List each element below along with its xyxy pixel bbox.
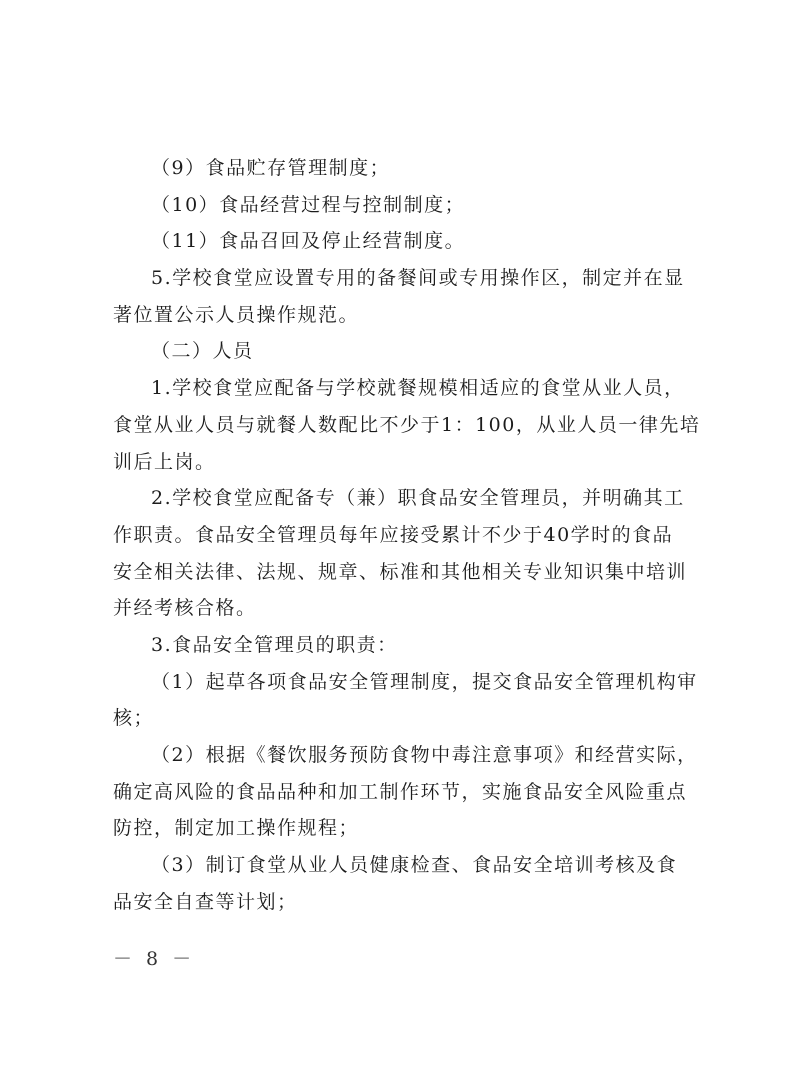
text-line: （11）食品召回及停止经营制度。 xyxy=(151,230,466,253)
text-line: 作职责。食品安全管理员每年应接受累计不少于40学时的食品 xyxy=(113,523,674,546)
text-line: （1）起草各项食品安全管理制度，提交食品安全管理机构审 xyxy=(151,670,698,693)
text-line: 安全相关法律、法规、规章、标准和其他相关专业知识集中培训 xyxy=(113,560,688,583)
text-line: （二）人员 xyxy=(151,340,254,363)
text-line: 1.学校食堂应配备与学校就餐规模相适应的食堂从业人员， xyxy=(151,377,685,400)
page-number: － 8 － xyxy=(113,948,196,970)
text-line: 防控，制定加工操作规程； xyxy=(113,817,360,840)
text-line: 确定高风险的食品品种和加工制作环节，实施食品安全风险重点 xyxy=(113,780,688,803)
text-line: 核； xyxy=(113,707,155,730)
body-text xyxy=(113,150,701,920)
text-line: （2）根据《餐饮服务预防食物中毒注意事项》和经营实际， xyxy=(151,744,698,766)
text-line: 3.食品安全管理员的职责： xyxy=(151,633,398,656)
text-line: 训后上岗。 xyxy=(113,450,216,473)
text-line: 5.学校食堂应设置专用的备餐间或专用操作区，制定并在显 xyxy=(151,267,685,290)
text-line: 品安全自查等计划； xyxy=(113,890,298,913)
text-line: （10）食品经营过程与控制制度； xyxy=(151,193,466,216)
text-line: 2.学校食堂应配备专（兼）职食品安全管理员，并明确其工 xyxy=(151,487,685,510)
text-line: （9）食品贮存管理制度； xyxy=(151,157,391,179)
text-line: 食堂从业人员与就餐人数配比不少于1：100，从业人员一律先培 xyxy=(113,413,701,436)
text-line: 并经考核合格。 xyxy=(113,597,257,620)
text-line: （3）制订食堂从业人员健康检查、食品安全培训考核及食 xyxy=(151,854,678,877)
text-line: 著位置公示人员操作规范。 xyxy=(113,303,360,326)
